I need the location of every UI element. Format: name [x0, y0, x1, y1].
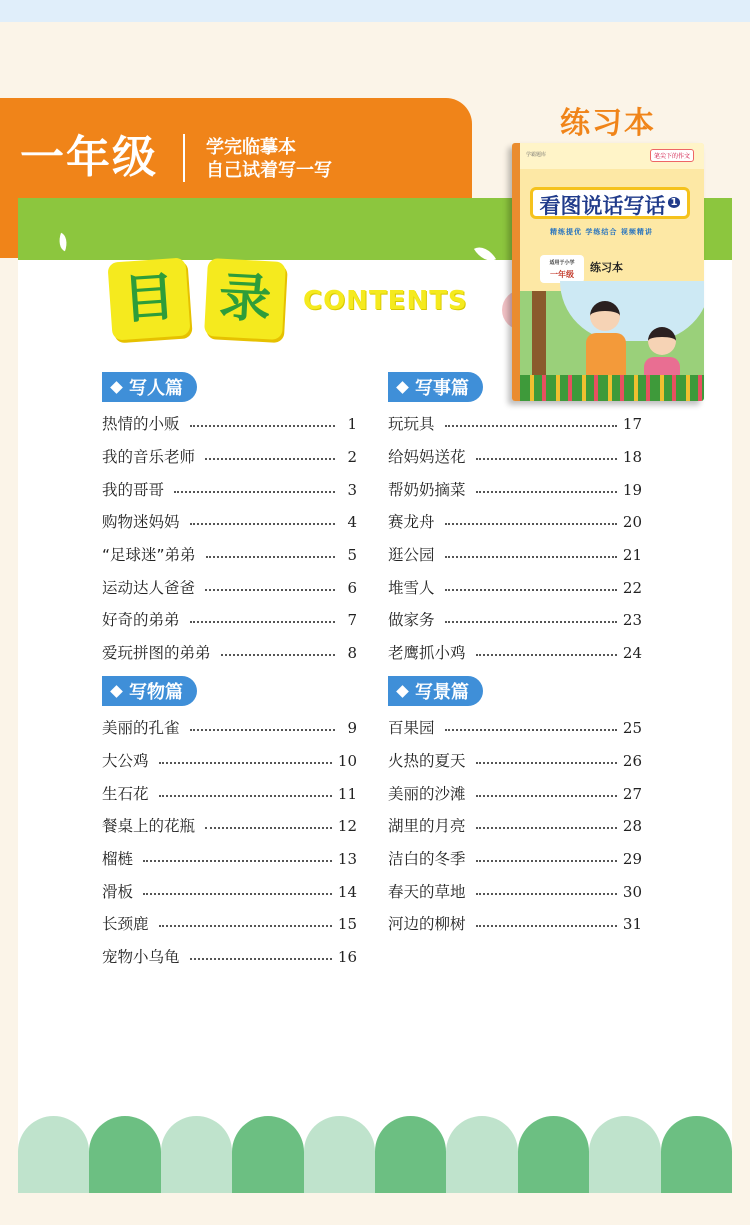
diamond-icon: [110, 685, 123, 698]
banner-tagline: [206, 136, 332, 182]
diamond-icon: [396, 685, 409, 698]
toc-list: [388, 408, 642, 670]
toc-entry[interactable]: 榴梿 13: [102, 850, 357, 869]
toc-entry[interactable]: 热情的小贩 1: [102, 415, 357, 434]
toc-entry[interactable]: 洁白的冬季 29: [388, 850, 642, 869]
toc-title-char-1: 目: [107, 257, 190, 340]
toc-entry[interactable]: 大公鸡 10: [102, 752, 357, 771]
toc-entry[interactable]: 长颈鹿 15: [102, 915, 357, 934]
section-heading: 写景篇: [388, 676, 483, 706]
toc-entry[interactable]: 我的哥哥 3: [102, 480, 357, 499]
arch-shape: [161, 1116, 232, 1193]
toc-entry[interactable]: 老鹰抓小鸡 24: [388, 644, 642, 663]
toc-entry[interactable]: 美丽的孔雀 9: [102, 719, 357, 738]
leaf-icon: [474, 242, 496, 266]
grade-label: 一年级: [20, 132, 158, 183]
decorative-arches: [18, 1116, 732, 1193]
toc-entry[interactable]: 我的音乐老师 2: [102, 448, 357, 467]
book-publisher: 学霸题库: [526, 152, 547, 158]
tagline-line-1: 学完临摹本: [206, 137, 296, 158]
toc-entry[interactable]: 爱玩拼图的弟弟 8: [102, 644, 357, 663]
top-strip: [0, 0, 750, 22]
book-volume: 1: [668, 197, 681, 208]
book-cover-image: [512, 143, 704, 401]
toc-entry[interactable]: 火热的夏天 26: [388, 752, 642, 771]
toc-entry[interactable]: 湖里的月亮 28: [388, 817, 642, 836]
toc-entry[interactable]: 购物迷妈妈 4: [102, 513, 357, 532]
toc-entry[interactable]: 帮奶奶摘菜 19: [388, 480, 642, 499]
contents-heading: CONTENTS: [303, 286, 468, 316]
diamond-icon: [110, 381, 123, 394]
diamond-icon: [396, 381, 409, 394]
toc-entry[interactable]: 滑板 14: [102, 882, 357, 901]
book-title: 看图说话写话 $^1$: [530, 187, 690, 219]
book-illustration: [520, 291, 704, 401]
toc-entry[interactable]: 餐桌上的花瓶 12: [102, 817, 357, 836]
toc-list: [388, 712, 642, 941]
toc-entry[interactable]: 百果园 25: [388, 719, 642, 738]
toc-entry[interactable]: 美丽的沙滩 27: [388, 784, 642, 803]
toc-entry[interactable]: 河边的柳树 31: [388, 915, 642, 934]
section-scenery: [388, 676, 642, 941]
section-people: [102, 372, 357, 670]
arch-shape: [89, 1116, 160, 1193]
arch-shape: [232, 1116, 303, 1193]
arch-shape: [18, 1116, 89, 1193]
section-events: [388, 372, 642, 670]
toc-entry[interactable]: 好奇的弟弟 7: [102, 611, 357, 630]
toc-title-char-2: 录: [204, 258, 286, 340]
toc-entry[interactable]: 春天的草地 30: [388, 882, 642, 901]
book-practice-label: 练习本: [590, 261, 623, 274]
arch-shape: [375, 1116, 446, 1193]
toc-entry[interactable]: 堆雪人 22: [388, 578, 642, 597]
toc-entry[interactable]: 做家务 23: [388, 611, 642, 630]
section-heading: 写事篇: [388, 372, 483, 402]
practice-book-label: 练习本: [560, 106, 656, 141]
toc-entry[interactable]: 逛公园 21: [388, 546, 642, 565]
tagline-line-2: 自己试着写一写: [206, 160, 332, 181]
leaf-icon: [56, 233, 71, 251]
book-grade-tag: [540, 255, 584, 283]
section-heading: 写物篇: [102, 676, 197, 706]
flower-bed: [520, 375, 704, 401]
arch-shape: [518, 1116, 589, 1193]
arch-shape: [304, 1116, 375, 1193]
book-grade-top: 适用于小学: [549, 260, 575, 266]
toc-entry[interactable]: 宠物小乌龟 16: [102, 948, 357, 967]
toc-entry[interactable]: 给妈妈送花 18: [388, 448, 642, 467]
toc-entry[interactable]: 运动达人爸爸 6: [102, 578, 357, 597]
toc-entry[interactable]: “足球迷”弟弟 5: [102, 546, 357, 565]
book-grade: 一年级: [550, 270, 574, 279]
book-subtitle: 精练提优 学练结合 视频精讲: [550, 228, 653, 236]
section-objects: [102, 676, 357, 974]
toc-list: [102, 408, 357, 670]
book-badge: 笔尖下的作文: [650, 149, 694, 162]
arch-shape: [589, 1116, 660, 1193]
section-heading: 写人篇: [102, 372, 197, 402]
arch-shape: [446, 1116, 517, 1193]
toc-list: [102, 712, 357, 974]
girl-head: [648, 327, 676, 355]
toc-entry[interactable]: 玩玩具 17: [388, 415, 642, 434]
sky-shape: [560, 281, 704, 341]
banner-divider: [183, 134, 185, 182]
toc-entry[interactable]: 赛龙舟 20: [388, 513, 642, 532]
toc-entry[interactable]: 生石花 11: [102, 784, 357, 803]
arch-shape: [661, 1116, 732, 1193]
girl-head: [590, 301, 620, 331]
book-spine: [512, 143, 520, 401]
